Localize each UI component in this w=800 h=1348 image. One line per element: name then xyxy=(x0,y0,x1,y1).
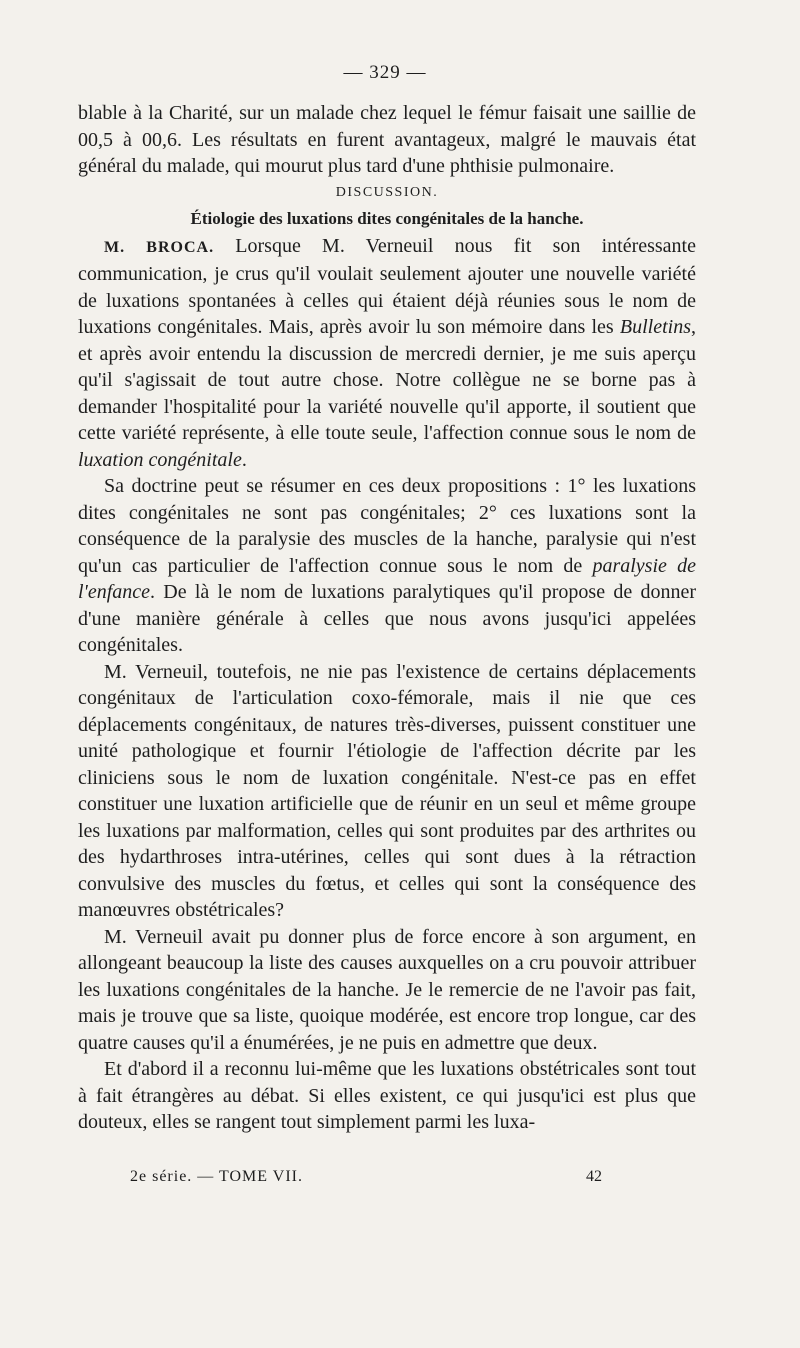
italic-term: Bulletins xyxy=(619,316,691,338)
paragraph-doctrine xyxy=(78,473,696,659)
body-text xyxy=(78,100,696,1136)
footer-series: 2e série. — TOME VII. xyxy=(130,1168,303,1185)
paragraph-text: Lorsque M. Verneuil nous fit son intéressante communication, je crus qu'il voulait seulement ajouter une nouvelle variété de luxations spontanées à celles qui étaient déjà réunies sous le nom de luxations congénitales. Mais, après avoir lu son mémoire dans les xyxy=(78,234,696,338)
page-footer xyxy=(0,1168,800,1196)
speaker-name: M. BROCA. xyxy=(104,238,215,256)
paragraph-verneuil: M. Verneuil, toutefois, ne nie pas l'existence de certains déplacements congénitaux de l'articulation coxo-fémorale, mais il nie que ces déplacements congénitaux, de natures très-diverses, puissent constituer une unité pathologique et fournir l'étiologie de l'affection décrite par les cliniciens sous le nom de luxation congénitale. N'est-ce pas en effet constituer une luxation artificielle que de réunir en un seul et même groupe les luxations par malformation, celles qui sont produites par des arthrites ou des hydarthroses intra-utérines, celles qui sont dues à la rétraction convulsive des muscles du fœtus, et celles qui sont la conséquence des manœuvres obstétricales? xyxy=(78,660,696,921)
page-number: — 329 — xyxy=(343,62,427,83)
section-subtitle: Étiologie des luxations dites congénitales de la hanche. xyxy=(190,209,584,228)
paragraph-text: Sa doctrine peut se résumer en ces deux propositions : 1° les luxations dites congénitales ne sont pas congénitales; 2° ces luxations sont la conséquence de la paralysie des muscles de la hanche, paralysie qui n'est qu'un cas particulier de l'affection connue sous le nom de xyxy=(78,475,696,577)
paragraph-obstetric: Et d'abord il a reconnu lui-même que les luxations obstétricales sont tout à fait étrangères au débat. Si elles existent, ce qui jusqu'ici est plus que douteux, elles se rangent tout simplement parmi les luxa- xyxy=(78,1058,696,1133)
italic-term: luxation congénitale xyxy=(78,448,242,471)
paragraph-text: . xyxy=(241,448,247,471)
paragraph-text: , et après avoir entendu la discussion de mercredi dernier, je me suis aperçu qu'il s'agissait de tout autre chose. Notre collègue ne se borne pas à demander l'hospitalité pour la variété nouvelle qu'il apporte, il soutient que cette variété représente, à elle toute seule, l'affection connue sous le nom de xyxy=(78,316,696,444)
footer-signature: 42 xyxy=(586,1168,602,1185)
paragraph-text: . De là le nom de luxations paralytiques qu'il propose de donner d'une manière générale à celles que nous avons jusqu'ici appelées congénitales. xyxy=(78,581,696,656)
continuation-paragraph: blable à la Charité, sur un malade chez lequel le fémur faisait une saillie de 00,5 à 00,6. Les résultats en furent avantageux, malgré le mauvais état général du malade, qui mourut plus tard d'une phthisie pulmonaire. xyxy=(78,102,696,177)
paragraph-argument: M. Verneuil avait pu donner plus de force encore à son argument, en allongeant beaucoup la liste des causes auxquelles on a cru pouvoir attribuer les luxations congénitales de la hanche. Je le remercie de ne l'avoir pas fait, mais je trouve que sa liste, quoique modérée, est encore trop longue, car des quatre causes qu'il a énumérées, je ne puis en admettre que deux. xyxy=(78,925,696,1054)
paragraph-broca xyxy=(78,233,696,474)
italic-term: paralysie de l'enfance xyxy=(78,554,697,603)
section-title: DISCUSSION. xyxy=(335,184,439,200)
